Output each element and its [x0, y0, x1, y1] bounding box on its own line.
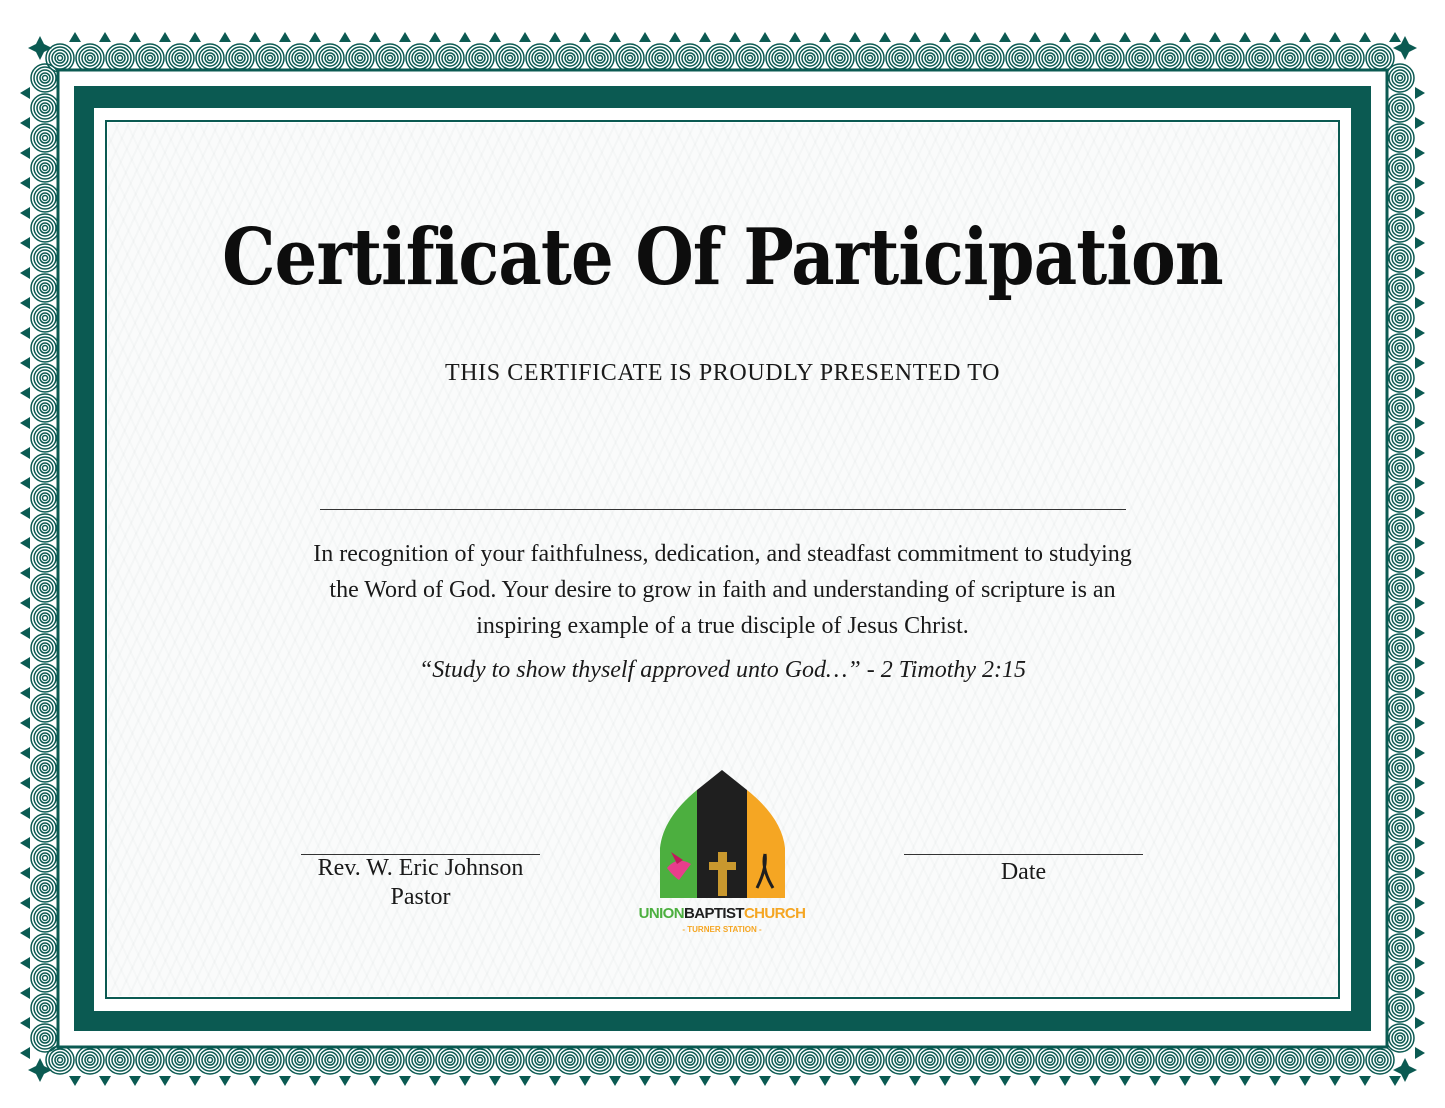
- border-point: [129, 32, 141, 42]
- border-point: [1415, 177, 1425, 189]
- border-rosette: [1036, 1046, 1064, 1074]
- border-rosette: [31, 214, 59, 242]
- border-point: [669, 1076, 681, 1086]
- border-rosette: [976, 1046, 1004, 1074]
- border-point: [1415, 567, 1425, 579]
- border-rosette: [466, 1046, 494, 1074]
- border-rosette: [31, 1024, 59, 1052]
- border-rosette: [1386, 124, 1414, 152]
- border-point: [1359, 32, 1371, 42]
- border-point: [20, 627, 30, 639]
- border-rosette: [946, 1046, 974, 1074]
- border-rosette: [31, 814, 59, 842]
- border-point: [1415, 687, 1425, 699]
- border-point: [399, 32, 411, 42]
- border-point: [399, 1076, 411, 1086]
- border-rosette: [1386, 574, 1414, 602]
- scripture-quote: “Study to show thyself approved unto God…” - 2 Timothy 2:15: [418, 657, 1027, 683]
- logo-subtitle: - TURNER STATION -: [682, 925, 762, 934]
- border-rosette: [1386, 994, 1414, 1022]
- border-rosette: [646, 1046, 674, 1074]
- pastor-signature-block: [301, 854, 540, 912]
- border-point: [1269, 1076, 1281, 1086]
- border-rosette: [31, 994, 59, 1022]
- border-rosette: [1386, 514, 1414, 542]
- border-point: [639, 32, 651, 42]
- border-rosette: [286, 1046, 314, 1074]
- border-rosette: [1386, 844, 1414, 872]
- border-point: [1415, 507, 1425, 519]
- border-rosette: [766, 1046, 794, 1074]
- border-rosette: [31, 904, 59, 932]
- border-rosette: [1006, 1046, 1034, 1074]
- border-point: [69, 1076, 81, 1086]
- border-rosette: [346, 1046, 374, 1074]
- border-point: [339, 32, 351, 42]
- border-point: [1415, 207, 1425, 219]
- border-point: [909, 32, 921, 42]
- border-rosette: [31, 484, 59, 512]
- border-rosette: [1386, 784, 1414, 812]
- border-rosette: [706, 1046, 734, 1074]
- border-point: [1415, 597, 1425, 609]
- border-point: [549, 32, 561, 42]
- border-point: [579, 1076, 591, 1086]
- border-rosette: [406, 1046, 434, 1074]
- border-point: [1179, 1076, 1191, 1086]
- border-point: [1059, 32, 1071, 42]
- border-point: [939, 32, 951, 42]
- border-point: [249, 32, 261, 42]
- border-point: [20, 477, 30, 489]
- border-rosette: [31, 274, 59, 302]
- border-point: [1415, 477, 1425, 489]
- border-point: [789, 32, 801, 42]
- border-rosette: [886, 1046, 914, 1074]
- border-point: [369, 32, 381, 42]
- border-rosette: [1386, 694, 1414, 722]
- border-point: [279, 32, 291, 42]
- border-rosette: [1066, 1046, 1094, 1074]
- border-rosette: [1386, 424, 1414, 452]
- border-rosette: [436, 1046, 464, 1074]
- border-rosette: [1126, 1046, 1154, 1074]
- border-rosette: [916, 1046, 944, 1074]
- border-rosette: [31, 874, 59, 902]
- recipient-name-line: [320, 509, 1126, 510]
- border-point: [20, 177, 30, 189]
- border-point: [20, 927, 30, 939]
- certificate-title: Certificate Of Participation: [222, 212, 1223, 303]
- border-rosette: [1386, 454, 1414, 482]
- border-point: [69, 32, 81, 42]
- border-rosette: [1386, 904, 1414, 932]
- border-rosette: [196, 1046, 224, 1074]
- border-point: [20, 147, 30, 159]
- presented-to-text: THIS CERTIFICATE IS PROUDLY PRESENTED TO: [444, 360, 1001, 386]
- border-point: [729, 32, 741, 42]
- border-rosette: [31, 394, 59, 422]
- border-point: [20, 237, 30, 249]
- border-rosette: [1306, 1046, 1334, 1074]
- border-rosette: [31, 514, 59, 542]
- border-rosette: [1386, 964, 1414, 992]
- border-point: [159, 32, 171, 42]
- border-point: [20, 297, 30, 309]
- border-rosette: [1386, 94, 1414, 122]
- border-rosette: [1386, 724, 1414, 752]
- border-point: [1029, 1076, 1041, 1086]
- border-point: [1415, 957, 1425, 969]
- border-rosette: [1386, 244, 1414, 272]
- border-rosette: [1386, 604, 1414, 632]
- border-point: [519, 1076, 531, 1086]
- border-point: [20, 957, 30, 969]
- border-rosette: [1186, 1046, 1214, 1074]
- border-point: [99, 32, 111, 42]
- border-point: [1329, 32, 1341, 42]
- border-point: [159, 1076, 171, 1086]
- border-point: [699, 1076, 711, 1086]
- border-point: [549, 1076, 561, 1086]
- border-rosette: [1386, 394, 1414, 422]
- border-point: [1415, 387, 1425, 399]
- border-point: [20, 87, 30, 99]
- border-point: [1415, 417, 1425, 429]
- border-rosette: [1246, 1046, 1274, 1074]
- border-point: [1239, 1076, 1251, 1086]
- border-point: [609, 1076, 621, 1086]
- border-rosette: [31, 304, 59, 332]
- border-point: [20, 1047, 30, 1059]
- border-point: [999, 1076, 1011, 1086]
- border-point: [669, 32, 681, 42]
- border-point: [939, 1076, 951, 1086]
- border-point: [1415, 327, 1425, 339]
- border-point: [129, 1076, 141, 1086]
- border-rosette: [1216, 1046, 1244, 1074]
- border-rosette: [1276, 1046, 1304, 1074]
- border-point: [819, 32, 831, 42]
- border-point: [20, 327, 30, 339]
- date-block: [904, 858, 1143, 887]
- certificate-body: In recognition of your faithfulness, dedication, and steadfast commitment to studying the Word of God. Your desire to grow in faith and understanding of scripture is an inspiring example of a true disciple of Jesus Christ.: [313, 541, 1132, 639]
- border-rosette: [1386, 214, 1414, 242]
- border-rosette: [31, 424, 59, 452]
- border-rosette: [616, 1046, 644, 1074]
- border-point: [1415, 267, 1425, 279]
- border-rosette: [31, 244, 59, 272]
- border-rosette: [31, 784, 59, 812]
- border-point: [1119, 1076, 1131, 1086]
- border-point: [20, 597, 30, 609]
- border-rosette: [1386, 154, 1414, 182]
- border-point: [1149, 32, 1161, 42]
- border-rosette: [31, 124, 59, 152]
- border-point: [1415, 1047, 1425, 1059]
- border-rosette: [166, 1046, 194, 1074]
- border-point: [1415, 777, 1425, 789]
- border-rosette: [496, 1046, 524, 1074]
- border-point: [759, 1076, 771, 1086]
- border-rosette: [1156, 1046, 1184, 1074]
- border-point: [1089, 1076, 1101, 1086]
- border-rosette: [31, 964, 59, 992]
- border-point: [609, 32, 621, 42]
- border-point: [579, 32, 591, 42]
- border-rosette: [1366, 1046, 1394, 1074]
- border-rosette: [1336, 1046, 1364, 1074]
- border-point: [99, 1076, 111, 1086]
- border-point: [1415, 837, 1425, 849]
- pastor-name: Rev. W. Eric Johnson: [317, 855, 524, 881]
- border-rosette: [1386, 934, 1414, 962]
- border-point: [339, 1076, 351, 1086]
- border-rosette: [1386, 1024, 1414, 1052]
- border-point: [1415, 147, 1425, 159]
- border-point: [369, 1076, 381, 1086]
- logo-word-baptist: BAPTIST: [683, 905, 744, 922]
- border-rosette: [1386, 274, 1414, 302]
- border-point: [429, 32, 441, 42]
- border-point: [1415, 1017, 1425, 1029]
- logo-word-union: UNION: [638, 905, 684, 922]
- border-point: [849, 1076, 861, 1086]
- border-point: [489, 32, 501, 42]
- border-point: [1209, 1076, 1221, 1086]
- border-point: [1415, 747, 1425, 759]
- svg-text:UNIONBAPTISTCHURCH: [639, 905, 806, 922]
- border-rosette: [31, 94, 59, 122]
- border-point: [1359, 1076, 1371, 1086]
- border-point: [1415, 537, 1425, 549]
- border-rosette: [1386, 814, 1414, 842]
- border-point: [219, 1076, 231, 1086]
- border-point: [1415, 447, 1425, 459]
- border-rosette: [31, 604, 59, 632]
- border-point: [20, 417, 30, 429]
- border-rosette: [106, 1046, 134, 1074]
- border-point: [20, 387, 30, 399]
- border-rosette: [676, 1046, 704, 1074]
- border-rosette: [31, 574, 59, 602]
- border-point: [20, 747, 30, 759]
- border-rosette: [1386, 754, 1414, 782]
- border-rosette: [226, 1046, 254, 1074]
- border-rosette: [31, 184, 59, 212]
- border-rosette: [31, 934, 59, 962]
- border-point: [1299, 32, 1311, 42]
- border-point: [20, 117, 30, 129]
- border-point: [459, 1076, 471, 1086]
- border-point: [1415, 897, 1425, 909]
- border-rosette: [316, 1046, 344, 1074]
- border-point: [1415, 987, 1425, 999]
- border-point: [849, 32, 861, 42]
- border-point: [1179, 32, 1191, 42]
- border-point: [909, 1076, 921, 1086]
- border-point: [519, 32, 531, 42]
- border-point: [249, 1076, 261, 1086]
- date-signature-line: [904, 854, 1143, 855]
- border-rosette: [1386, 184, 1414, 212]
- border-point: [429, 1076, 441, 1086]
- border-point: [189, 32, 201, 42]
- border-point: [20, 507, 30, 519]
- border-point: [1415, 117, 1425, 129]
- pastor-title: Pastor: [390, 884, 451, 910]
- border-point: [1269, 32, 1281, 42]
- border-rosette: [526, 1046, 554, 1074]
- border-point: [20, 987, 30, 999]
- border-rosette: [31, 694, 59, 722]
- border-point: [969, 32, 981, 42]
- border-point: [20, 837, 30, 849]
- border-rosette: [796, 1046, 824, 1074]
- border-point: [1119, 32, 1131, 42]
- border-point: [1415, 627, 1425, 639]
- border-point: [1415, 867, 1425, 879]
- border-rosette: [31, 754, 59, 782]
- border-point: [759, 32, 771, 42]
- border-point: [20, 717, 30, 729]
- border-point: [219, 32, 231, 42]
- border-rosette: [31, 724, 59, 752]
- border-rosette: [76, 1046, 104, 1074]
- border-point: [1029, 32, 1041, 42]
- border-rosette: [1096, 1046, 1124, 1074]
- border-point: [20, 807, 30, 819]
- border-point: [489, 1076, 501, 1086]
- border-point: [639, 1076, 651, 1086]
- border-rosette: [1386, 334, 1414, 362]
- border-point: [999, 32, 1011, 42]
- border-point: [309, 32, 321, 42]
- border-rosette: [31, 544, 59, 572]
- border-rosette: [376, 1046, 404, 1074]
- border-point: [20, 867, 30, 879]
- border-rosette: [256, 1046, 284, 1074]
- border-rosette: [586, 1046, 614, 1074]
- border-point: [20, 267, 30, 279]
- date-label: Date: [1000, 859, 1047, 885]
- border-point: [1415, 87, 1425, 99]
- border-rosette: [826, 1046, 854, 1074]
- border-point: [1239, 32, 1251, 42]
- border-point: [20, 447, 30, 459]
- border-point: [819, 1076, 831, 1086]
- border-rosette: [31, 334, 59, 362]
- border-point: [699, 32, 711, 42]
- border-point: [1415, 927, 1425, 939]
- border-point: [20, 567, 30, 579]
- border-point: [1389, 1076, 1401, 1086]
- border-rosette: [136, 1046, 164, 1074]
- border-point: [1209, 32, 1221, 42]
- border-rosette: [856, 1046, 884, 1074]
- border-point: [20, 537, 30, 549]
- border-rosette: [1386, 484, 1414, 512]
- border-point: [309, 1076, 321, 1086]
- border-point: [279, 1076, 291, 1086]
- border-point: [459, 32, 471, 42]
- border-point: [1415, 297, 1425, 309]
- church-logo: [638, 768, 806, 943]
- border-point: [20, 1017, 30, 1029]
- border-rosette: [1386, 544, 1414, 572]
- border-rosette: [31, 154, 59, 182]
- border-point: [969, 1076, 981, 1086]
- border-point: [20, 687, 30, 699]
- border-point: [1329, 1076, 1341, 1086]
- border-rosette: [1386, 304, 1414, 332]
- border-point: [789, 1076, 801, 1086]
- border-point: [729, 1076, 741, 1086]
- border-point: [1059, 1076, 1071, 1086]
- border-rosette: [556, 1046, 584, 1074]
- border-point: [1415, 237, 1425, 249]
- border-point: [1299, 1076, 1311, 1086]
- border-rosette: [31, 844, 59, 872]
- border-point: [879, 32, 891, 42]
- logo-word-church: CHURCH: [743, 905, 806, 922]
- border-point: [20, 207, 30, 219]
- border-point: [1089, 32, 1101, 42]
- border-rosette: [31, 454, 59, 482]
- border-rosette: [1386, 874, 1414, 902]
- border-point: [189, 1076, 201, 1086]
- border-point: [20, 897, 30, 909]
- border-point: [1389, 32, 1401, 42]
- border-rosette: [736, 1046, 764, 1074]
- border-point: [1415, 717, 1425, 729]
- border-point: [1149, 1076, 1161, 1086]
- border-point: [20, 777, 30, 789]
- border-point: [1415, 807, 1425, 819]
- border-point: [879, 1076, 891, 1086]
